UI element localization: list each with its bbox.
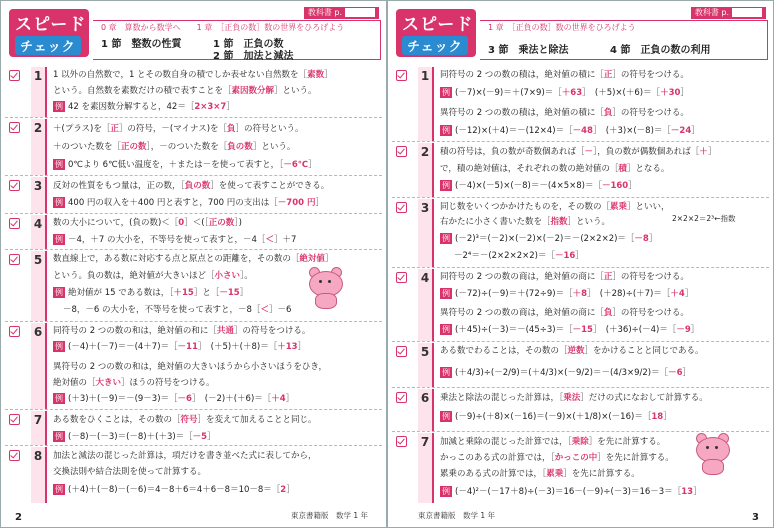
section-6 <box>392 389 769 432</box>
line: ＋のついた数を［正の数］，－のついた数を［負の数］という。 <box>53 142 296 152</box>
line: という。負の数は，絶対値が大きいほど［小さい］。 <box>53 271 253 281</box>
badge-blank <box>345 8 375 17</box>
line: 1 以外の自然数で，1 とその数自身の積でしか表せない自然数を［素数］ <box>53 70 333 80</box>
example-line: 例 －4，＋7 の大小を，不等号を使って表すと，－4［＜］＋7 <box>55 235 297 245</box>
topic-2: 4 節 正負の数の利用 <box>610 45 711 56</box>
page-number: 2 <box>15 512 22 523</box>
topic-2: 1 節 正負の数 <box>213 39 284 50</box>
topics-box <box>93 20 381 60</box>
example-line: 例 (－9)÷(＋8)×(－16)＝(－9)×(＋1/8)×(－16)＝［18］ <box>442 412 672 422</box>
section-3 <box>392 199 769 268</box>
publisher-label: 東京書籍版 数学 1 年 <box>418 511 496 520</box>
badge-blank <box>732 8 762 17</box>
line: という。自然数を素数だけの積で表すことを［素因数分解］という。 <box>53 86 317 96</box>
checkbox-icon[interactable] <box>9 122 20 133</box>
example-line: 例 (－4)＋(－7)＝－(4＋7)＝［－11］ (＋5)＋(＋8)＝［＋13］ <box>55 342 307 352</box>
example-line: 例 (－12)×(＋4)＝－(12×4)＝［－48］ (＋3)×(－8)＝［－24］ <box>442 126 700 136</box>
checkbox-icon[interactable] <box>9 414 20 425</box>
mascot-bear-icon <box>305 267 345 309</box>
section-6 <box>5 323 382 410</box>
line: 異符号の 2 つの数の商は，絶対値の商に［負］の符号をつける。 <box>440 308 689 318</box>
answer: 素数 <box>307 70 325 80</box>
checkbox-icon[interactable] <box>396 146 407 157</box>
line: ある数をひくことは，その数の［符号］を変えて加えることと同じ。 <box>53 415 317 425</box>
section-number: 3 <box>31 177 47 213</box>
section-5 <box>392 343 769 388</box>
badge-label: 教科書 p. <box>694 8 729 17</box>
logo-bottom-text: チェック <box>15 36 81 55</box>
section-1 <box>392 67 769 142</box>
section-8 <box>5 447 382 503</box>
line: －8，－6 の大小を，不等号を使って表すと，－8［＜］－6 <box>63 305 292 315</box>
badge-label: 教科書 p. <box>307 8 342 17</box>
right-header <box>394 7 768 59</box>
topic-1: 1 節 整数の性質 <box>101 39 182 50</box>
line: ある数でわることは，その数の［逆数］をかけることと同じである。 <box>440 346 704 356</box>
logo-bottom-text: チェック <box>402 36 468 55</box>
right-page <box>387 0 774 528</box>
line: 反対の性質をもつ量は，正の数，［負の数］を使って表すことができる。 <box>53 181 330 191</box>
section-number: 2 <box>31 119 47 175</box>
line: 同じ数をいくつかかけたものを，その数の［累乗］といい， <box>440 202 670 212</box>
line: ＋(プラス)を［正］の符号，－(マイナス)を［負］の符号という。 <box>53 124 304 134</box>
example-line: 例 (－2)³＝(－2)×(－2)×(－2)＝－(2×2×2)＝［－8］ <box>442 234 658 244</box>
mascot-cat-icon <box>692 433 732 475</box>
checkbox-icon[interactable] <box>396 436 407 447</box>
logo-top-text: スピード <box>402 15 474 35</box>
publisher-label: 東京書籍版 数学 1 年 <box>290 511 368 520</box>
example-line: 例 42 を素因数分解すると，42＝［2×3×7］ <box>55 102 235 112</box>
line: 数の大小について，(負の数)＜［0］＜(［正の数］) <box>53 218 242 228</box>
example-line: 例 (－72)÷(－9)＝＋(72÷9)＝［＋8］ (＋28)÷(＋7)＝［＋4］ <box>442 289 694 299</box>
line: 数直線上で，ある数に対応する点と原点との距離を，その数の［絶対値］ <box>53 254 334 264</box>
textbook-page-badge <box>691 7 766 19</box>
exponent-note: 2×2×2＝2³←指数 <box>672 214 736 223</box>
section-1 <box>5 67 382 118</box>
checkbox-icon[interactable] <box>9 450 20 461</box>
example-line: 例 (＋4/3)÷(－2/9)＝(＋4/3)×(－9/2)＝－(4/3×9/2)＝［－6］ <box>442 368 692 378</box>
checkbox-icon[interactable] <box>396 272 407 283</box>
section-number: 5 <box>418 343 434 387</box>
line: 同符号の 2 つの数の積は，絶対値の積に［正］の符号をつける。 <box>440 70 689 80</box>
example-line: 例 (－7)×(－9)＝＋(7×9)＝［＋63］ (＋5)×(＋6)＝［＋30］ <box>442 88 689 98</box>
example-line: 例 (＋45)÷(－3)＝－(45÷3)＝［－15］ (＋36)÷(－4)＝［－9］ <box>442 325 700 335</box>
line: 加法と減法の混じった計算は，項だけを書き並べた式に表してから， <box>53 451 317 461</box>
line: で，積の絶対値は，それぞれの数の絶対値の［積］となる。 <box>440 164 670 174</box>
line: 同符号の 2 つの数の商は，絶対値の商に［正］の符号をつける。 <box>440 272 689 282</box>
section-number: 6 <box>418 389 434 431</box>
section-4 <box>392 269 769 342</box>
section-7 <box>5 411 382 446</box>
checkbox-icon[interactable] <box>9 180 20 191</box>
page-number: 3 <box>752 512 759 523</box>
chapter-line: 0 章 算数から数学へ 1 章 ［正負の数］数の世界をひろげよう <box>101 23 345 32</box>
answer: 素因数分解 <box>231 86 275 96</box>
section-number: 1 <box>418 67 434 141</box>
line: かっこのある式の計算では，［かっこの中］を先に計算する。 <box>440 453 674 463</box>
checkbox-icon[interactable] <box>396 202 407 213</box>
line: 同符号の 2 つの数の和は，絶対値の和に［共通］の符号をつける。 <box>53 326 311 336</box>
line: 異符号の 2 つの数の和は，絶対値の大きいほうから小さいほうをひき， <box>53 362 327 372</box>
section-2 <box>5 119 382 176</box>
checkbox-icon[interactable] <box>9 218 20 229</box>
section-4 <box>5 215 382 250</box>
section-number: 5 <box>31 251 47 321</box>
example-line: 例 (＋3)＋(－9)＝－(9－3)＝［－6］ (－2)＋(＋6)＝［＋4］ <box>55 394 295 404</box>
section-number: 6 <box>31 323 47 409</box>
line: 交換法則や結合法則を使って計算する。 <box>53 467 207 477</box>
checkbox-icon[interactable] <box>396 70 407 81</box>
example-line: 例 (－4)²－(－17＋8)÷(－3)＝16－(－9)÷(－3)＝16－3＝［13］ <box>442 487 702 497</box>
answer: 2×3×7 <box>194 102 227 112</box>
section-number: 4 <box>418 269 434 341</box>
line: 積の符号は，負の数が奇数個あれば［－］，負の数が偶数個あれば［＋］ <box>440 147 717 157</box>
line: 加減と乗除の混じった計算では，［乗除］を先に計算する。 <box>440 437 666 447</box>
line: 異符号の 2 つの数の積は，絶対値の積に［負］の符号をつける。 <box>440 108 689 118</box>
example-line: 例 (＋4)＋(－8)－(－6)＝4－8＋6＝4＋6－8＝10－8＝［2］ <box>55 485 295 495</box>
section-number: 8 <box>31 447 47 503</box>
line: －2⁴＝－(2×2×2×2)＝［－16］ <box>454 251 584 261</box>
example-line: 例 (－8)－(－3)＝(－8)＋(＋3)＝［－5］ <box>55 432 216 442</box>
line: 乗法と除法の混じった計算は，［乗法］だけの式になおして計算する。 <box>440 393 708 403</box>
example-line: 例 400 円の収入を＋400 円と表すと，700 円の支出は［－700 円］ <box>55 198 324 208</box>
line: 累乗のある式の計算では，［累乗］を先に計算する。 <box>440 469 640 479</box>
section-number: 7 <box>31 411 47 445</box>
left-header <box>7 7 381 62</box>
logo-top-text: スピード <box>15 15 87 35</box>
topic-3: 2 節 加法と減法 <box>213 51 294 62</box>
section-number: 7 <box>418 433 434 503</box>
checkbox-icon[interactable] <box>9 70 20 81</box>
speed-check-logo <box>396 9 476 57</box>
section-2 <box>392 143 769 198</box>
line: 絶対値の［大きい］ほうの符号をつける。 <box>53 378 215 388</box>
speed-check-logo <box>9 9 89 57</box>
checkbox-icon[interactable] <box>9 326 20 337</box>
chapter-line: 1 章 ［正負の数］数の世界をひろげよう <box>488 23 636 32</box>
checkbox-icon[interactable] <box>9 254 20 265</box>
topic-1: 3 節 乗法と除法 <box>488 45 569 56</box>
section-7 <box>392 433 769 503</box>
example-line: 例 (－4)×(－5)×(－8)＝－(4×5×8)＝［－160］ <box>442 181 637 191</box>
section-number: 4 <box>31 215 47 249</box>
example-line: 例 0℃より 6℃低い温度を，＋または－を使って表すと，［－6℃］ <box>55 160 317 170</box>
section-number: 3 <box>418 199 434 267</box>
checkbox-icon[interactable] <box>396 346 407 357</box>
example-line: 例 絶対値が 15 である数は，［＋15］と［－15］ <box>55 288 249 298</box>
section-number: 2 <box>418 143 434 197</box>
checkbox-icon[interactable] <box>396 392 407 403</box>
section-number: 1 <box>31 67 47 117</box>
textbook-page-badge <box>304 7 379 19</box>
topics-box <box>480 20 768 60</box>
section-5 <box>5 251 382 322</box>
section-3 <box>5 177 382 214</box>
line: 右かたに小さく書いた数を［指数］という。 <box>440 217 611 227</box>
